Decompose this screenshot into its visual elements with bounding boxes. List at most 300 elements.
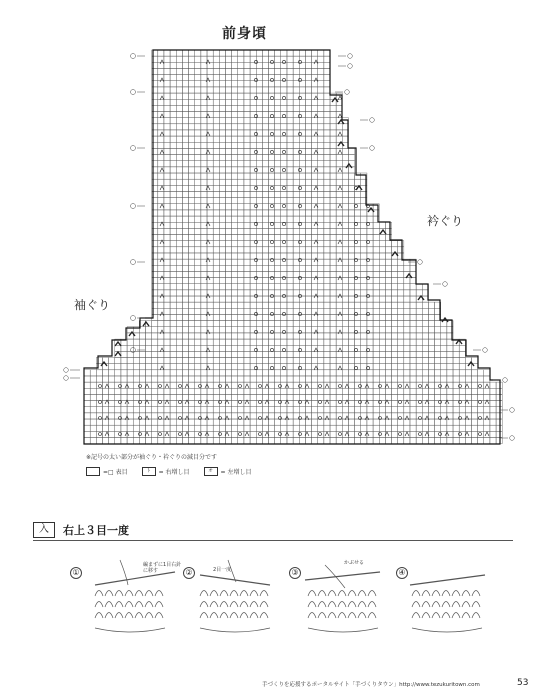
grid-cell [213, 118, 219, 124]
grid-cell [109, 438, 115, 444]
grid-cell [139, 370, 145, 376]
grid-cell [330, 401, 336, 407]
grid-cell [232, 142, 238, 148]
grid-cell [256, 81, 262, 87]
grid-cell [385, 345, 391, 351]
grid-cell [238, 62, 244, 68]
yarn-over-symbol [254, 312, 257, 315]
grid-cell [342, 370, 348, 376]
grid-cell [170, 382, 176, 388]
grid-cell [207, 124, 213, 130]
grid-cell [103, 407, 109, 413]
grid-cell [269, 142, 275, 148]
grid-cell [324, 339, 330, 345]
grid-cell [262, 173, 268, 179]
grid-cell [416, 419, 422, 425]
grid-cell [176, 50, 182, 56]
grid-cell [336, 253, 342, 259]
grid-cell [299, 235, 305, 241]
grid-cell [367, 407, 373, 413]
grid-cell [158, 210, 164, 216]
grid-cell [256, 241, 262, 247]
grid-cell [195, 118, 201, 124]
grid-cell [164, 161, 170, 167]
grid-cell [250, 173, 256, 179]
grid-cell [465, 388, 471, 394]
grid-cell [398, 339, 404, 345]
grid-cell [176, 388, 182, 394]
grid-cell [244, 75, 250, 81]
grid-cell [176, 425, 182, 431]
grid-cell [373, 290, 379, 296]
left-increase-icon: オ [204, 467, 218, 476]
grid-cell [318, 118, 324, 124]
grid-cell [299, 296, 305, 302]
grid-cell [250, 425, 256, 431]
grid-cell [195, 179, 201, 185]
grid-cell [385, 278, 391, 284]
yarn-over-symbol [282, 204, 285, 207]
grid-cell [299, 130, 305, 136]
grid-cell [250, 161, 256, 167]
grid-cell [428, 364, 434, 370]
grid-cell [250, 155, 256, 161]
grid-cell [453, 376, 459, 382]
yarn-over-symbol [359, 433, 362, 436]
grid-cell [275, 407, 281, 413]
grid-cell [287, 351, 293, 357]
knit-loop [412, 602, 420, 608]
grid-cell [244, 388, 250, 394]
grid-cell [318, 376, 324, 382]
grid-cell [250, 419, 256, 425]
grid-cell [201, 425, 207, 431]
grid-cell [281, 179, 287, 185]
grid-cell [213, 265, 219, 271]
grid-cell [472, 431, 478, 437]
grid-cell [305, 302, 311, 308]
knit-loop [432, 591, 440, 597]
grid-cell [324, 265, 330, 271]
yarn-over-symbol [359, 385, 362, 388]
grid-cell [342, 290, 348, 296]
grid-cell [152, 407, 158, 413]
grid-cell [453, 438, 459, 444]
grid-cell [305, 112, 311, 118]
grid-cell [269, 407, 275, 413]
knit-fabric-illustration [308, 591, 378, 633]
grid-cell [453, 358, 459, 364]
grid-cell [305, 358, 311, 364]
grid-cell [348, 314, 354, 320]
grid-cell [496, 401, 502, 407]
grid-cell [139, 333, 145, 339]
decrease-symbol [160, 78, 164, 82]
grid-cell [158, 62, 164, 68]
grid-cell [287, 345, 293, 351]
grid-cell [293, 351, 299, 357]
yarn-over-symbol [339, 385, 342, 388]
grid-cell [164, 99, 170, 105]
grid-cell [410, 321, 416, 327]
yarn-over-symbol [354, 204, 357, 207]
grid-cell [139, 407, 145, 413]
grid-cell [201, 259, 207, 265]
grid-cell [250, 407, 256, 413]
grid-cell [90, 382, 96, 388]
grid-cell [262, 339, 268, 345]
technique-title: 右上３目一度 [63, 524, 129, 537]
grid-cell [213, 241, 219, 247]
grid-cell [250, 99, 256, 105]
grid-cell [226, 112, 232, 118]
grid-cell [158, 370, 164, 376]
grid-cell [441, 345, 447, 351]
grid-cell [244, 271, 250, 277]
grid-cell [207, 351, 213, 357]
grid-cell [256, 136, 262, 142]
knit-loop [452, 602, 460, 608]
grid-cell [189, 228, 195, 234]
grid-cell [256, 321, 262, 327]
grid-cell [250, 105, 256, 111]
grid-cell [250, 296, 256, 302]
grid-cell [281, 308, 287, 314]
grid-cell [232, 413, 238, 419]
grid-cell [379, 265, 385, 271]
grid-cell [367, 376, 373, 382]
grid-cell [158, 179, 164, 185]
grid-cell [170, 112, 176, 118]
yarn-over-symbol [259, 385, 262, 388]
grid-cell [293, 105, 299, 111]
grid-cell [324, 228, 330, 234]
grid-cell [416, 370, 422, 376]
grid-cell [176, 241, 182, 247]
grid-cell [201, 173, 207, 179]
grid-cell [158, 216, 164, 222]
decrease-symbol [314, 366, 318, 370]
grid-cell [416, 302, 422, 308]
grid-cell [336, 358, 342, 364]
grid-cell [250, 394, 256, 400]
grid-cell [275, 345, 281, 351]
knit-fabric-illustration [95, 591, 165, 633]
grid-cell [195, 284, 201, 290]
grid-cell [275, 253, 281, 259]
grid-cell [422, 388, 428, 394]
grid-cell [336, 265, 342, 271]
grid-cell [158, 407, 164, 413]
grid-cell [262, 278, 268, 284]
grid-cell [312, 235, 318, 241]
grid-cell [262, 321, 268, 327]
grid-cell [201, 179, 207, 185]
grid-cell [361, 247, 367, 253]
grid-cell [164, 241, 170, 247]
grid-cell [392, 278, 398, 284]
grid-cell [195, 75, 201, 81]
grid-cell [318, 259, 324, 265]
knit-loop [210, 591, 218, 597]
technique-header [33, 522, 129, 538]
grid-cell [435, 327, 441, 333]
grid-cell [287, 388, 293, 394]
grid-cell [373, 296, 379, 302]
grid-cell [133, 419, 139, 425]
grid-cell [336, 425, 342, 431]
grid-cell [90, 394, 96, 400]
grid-cell [238, 308, 244, 314]
grid-cell [318, 155, 324, 161]
grid-cell [348, 351, 354, 357]
grid-cell [299, 56, 305, 62]
grid-cell [219, 358, 225, 364]
grid-cell [133, 394, 139, 400]
grid-cell [256, 308, 262, 314]
grid-cell [244, 136, 250, 142]
grid-cell [330, 345, 336, 351]
grid-cell [318, 247, 324, 253]
decrease-symbol [160, 60, 164, 64]
grid-cell [182, 118, 188, 124]
knit-loop [308, 602, 316, 608]
decrease-symbol [338, 330, 342, 334]
grid-cell [404, 407, 410, 413]
grid-cell [176, 407, 182, 413]
grid-cell [244, 265, 250, 271]
grid-cell [256, 235, 262, 241]
yarn-over-symbol [319, 385, 322, 388]
grid-cell [287, 216, 293, 222]
grid-cell [164, 112, 170, 118]
grid-cell [201, 69, 207, 75]
grid-cell [84, 413, 90, 419]
yarn-over-symbol [298, 132, 301, 135]
grid-cell [373, 376, 379, 382]
grid-cell [312, 161, 318, 167]
grid-cell [348, 235, 354, 241]
grid-cell [152, 327, 158, 333]
grid-cell [312, 247, 318, 253]
grid-cell [213, 228, 219, 234]
grid-cell [164, 216, 170, 222]
grid-cell [189, 118, 195, 124]
grid-cell [330, 413, 336, 419]
grid-cell [336, 155, 342, 161]
grid-cell [115, 407, 121, 413]
grid-cell [201, 296, 207, 302]
grid-cell [164, 314, 170, 320]
grid-cell [318, 284, 324, 290]
grid-cell [318, 333, 324, 339]
step-number: ④ [396, 567, 408, 579]
grid-cell [146, 358, 152, 364]
grid-cell [164, 425, 170, 431]
grid-cell [392, 321, 398, 327]
grid-cell [262, 124, 268, 130]
grid-cell [342, 333, 348, 339]
grid-cell [336, 419, 342, 425]
grid-cell [262, 179, 268, 185]
grid-cell [182, 216, 188, 222]
grid-cell [336, 216, 342, 222]
grid-cell [281, 351, 287, 357]
grid-cell [465, 370, 471, 376]
grid-cell [275, 173, 281, 179]
grid-cell [207, 339, 213, 345]
grid-cell [90, 401, 96, 407]
step-number: ③ [289, 567, 301, 579]
grid-cell [342, 259, 348, 265]
grid-cell [244, 198, 250, 204]
grid-cell [244, 204, 250, 210]
grid-cell [182, 228, 188, 234]
grid-cell [416, 339, 422, 345]
grid-cell [367, 425, 373, 431]
grid-cell [170, 358, 176, 364]
grid-cell [244, 185, 250, 191]
grid-cell [262, 136, 268, 142]
grid-cell [287, 179, 293, 185]
grid-cell [262, 370, 268, 376]
grid-cell [201, 124, 207, 130]
grid-cell [189, 161, 195, 167]
yarn-over-symbol [282, 168, 285, 171]
grid-cell [275, 99, 281, 105]
grid-cell [262, 394, 268, 400]
grid-cell [219, 364, 225, 370]
grid-cell [447, 358, 453, 364]
grid-cell [207, 425, 213, 431]
grid-cell [170, 87, 176, 93]
grid-cell [465, 425, 471, 431]
grid-cell [416, 327, 422, 333]
grid-cell [152, 388, 158, 394]
grid-cell [96, 419, 102, 425]
grid-cell [182, 192, 188, 198]
grid-cell [385, 407, 391, 413]
grid-cell [459, 358, 465, 364]
yarn-over-symbol [479, 401, 482, 404]
grid-cell [195, 142, 201, 148]
grid-cell [348, 419, 354, 425]
grid-cell [324, 130, 330, 136]
row-number-marker [503, 378, 508, 383]
grid-cell [232, 425, 238, 431]
grid-cell [195, 376, 201, 382]
grid-cell [232, 253, 238, 259]
grid-cell [182, 241, 188, 247]
knit-loop [368, 602, 376, 608]
grid-cell [312, 284, 318, 290]
row-number-marker [443, 282, 448, 287]
decrease-symbol [338, 312, 342, 316]
grid-cell [170, 314, 176, 320]
grid-cell [459, 370, 465, 376]
grid-cell [348, 204, 354, 210]
grid-cell [312, 401, 318, 407]
grid-cell [232, 370, 238, 376]
grid-cell [330, 382, 336, 388]
grid-cell [238, 247, 244, 253]
grid-cell [164, 253, 170, 259]
grid-cell [238, 370, 244, 376]
grid-cell [299, 290, 305, 296]
grid-cell [232, 216, 238, 222]
grid-cell [256, 370, 262, 376]
grid-cell [201, 345, 207, 351]
grid-cell [478, 376, 484, 382]
grid-cell [385, 314, 391, 320]
grid-cell [361, 351, 367, 357]
grid-cell [293, 284, 299, 290]
grid-cell [465, 376, 471, 382]
grid-cell [287, 87, 293, 93]
grid-cell [195, 87, 201, 93]
grid-cell [152, 419, 158, 425]
grid-cell [305, 204, 311, 210]
grid-cell [133, 438, 139, 444]
grid-cell [195, 321, 201, 327]
grid-cell [367, 358, 373, 364]
grid-cell [226, 241, 232, 247]
grid-cell [189, 81, 195, 87]
grid-cell [435, 345, 441, 351]
grid-cell [318, 308, 324, 314]
grid-cell [96, 407, 102, 413]
grid-cell [416, 394, 422, 400]
grid-cell [201, 376, 207, 382]
grid-cell [379, 321, 385, 327]
grid-cell [305, 308, 311, 314]
footer-text: 手づくりを応援するポータルサイト「手づくりタウン」http://www.tezukuritown.com [262, 682, 480, 688]
grid-cell [170, 425, 176, 431]
grid-cell [226, 216, 232, 222]
grid-cell [213, 253, 219, 259]
grid-cell [164, 308, 170, 314]
grid-cell [158, 69, 164, 75]
grid-cell [348, 228, 354, 234]
grid-cell [170, 345, 176, 351]
grid-cell [318, 228, 324, 234]
grid-cell [342, 179, 348, 185]
grid-cell [238, 50, 244, 56]
grid-cell [330, 388, 336, 394]
grid-cell [269, 401, 275, 407]
grid-cell [170, 271, 176, 277]
grid-cell [312, 382, 318, 388]
grid-cell [170, 253, 176, 259]
grid-cell [361, 259, 367, 265]
grid-cell [355, 210, 361, 216]
decrease-symbol [314, 168, 318, 172]
grid-cell [312, 358, 318, 364]
grid-cell [207, 130, 213, 136]
grid-cell [164, 81, 170, 87]
grid-cell [176, 185, 182, 191]
grid-cell [367, 210, 373, 216]
grid-cell [164, 136, 170, 142]
grid-cell [170, 407, 176, 413]
grid-cell [312, 388, 318, 394]
grid-cell [219, 438, 225, 444]
grid-cell [256, 50, 262, 56]
grid-cell [324, 99, 330, 105]
grid-cell [299, 370, 305, 376]
grid-cell [281, 259, 287, 265]
grid-cell [293, 376, 299, 382]
